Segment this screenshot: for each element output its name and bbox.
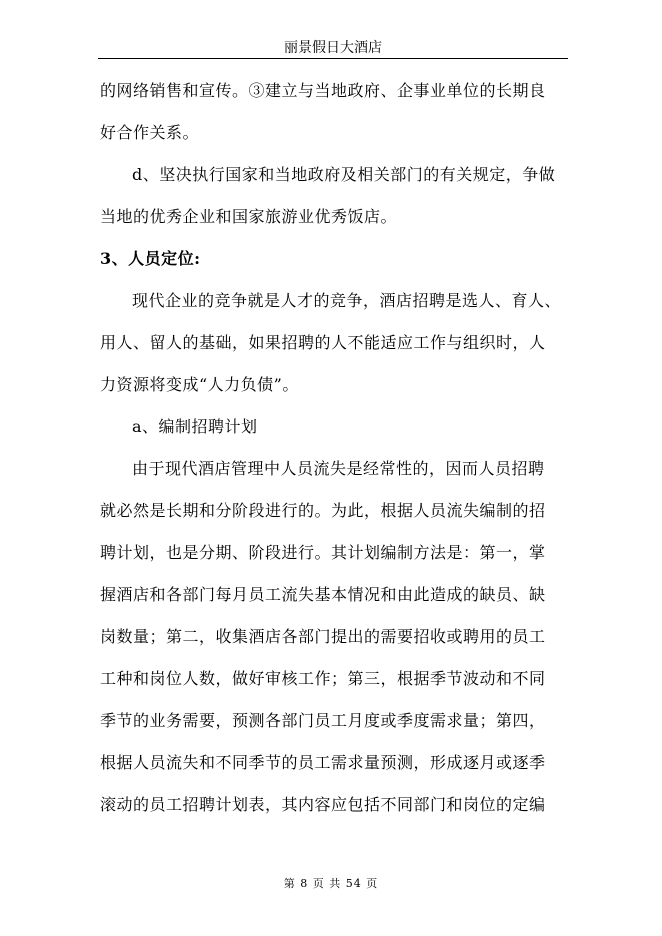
body-line: 由于现代酒店管理中人员流失是经常性的，因而人员招聘 [132, 459, 545, 478]
subsection-heading: a、编制招聘计划 [132, 417, 258, 436]
body-line: 岗数量；第二，收集酒店各部门提出的需要招收或聘用的员工 [100, 627, 546, 646]
body-line: 握酒店和各部门每月员工流失基本情况和由此造成的缺员、缺 [100, 585, 546, 604]
body-line: 聘计划，也是分期、阶段进行。其计划编制方法是：第一，掌 [100, 543, 546, 562]
page-footer-number: 第 8 页 共 54 页 [283, 877, 379, 890]
page-header-title: 丽景假日大酒店 [284, 40, 382, 56]
body-line: 工种和岗位人数，做好审核工作；第三，根据季节波动和不同 [100, 669, 546, 688]
body-line: 当地的优秀企业和国家旅游业优秀饭店。 [100, 207, 398, 226]
body-line: 的网络销售和宣传。③建立与当地政府、企事业单位的长期良 [100, 81, 546, 100]
document-body [100, 70, 566, 826]
body-line: d、坚决执行国家和当地政府及相关部门的有关规定，争做 [132, 165, 556, 184]
body-line: 力资源将变成“人力负债”。 [100, 375, 299, 394]
header-divider [98, 58, 568, 59]
body-line: 季节的业务需要，预测各部门员工月度或季度需求量；第四， [100, 711, 546, 730]
body-line: 滚动的员工招聘计划表，其内容应包括不同部门和岗位的定编 [100, 795, 546, 814]
body-line: 好合作关系。 [100, 123, 200, 142]
section-heading: 3、人员定位: [100, 249, 201, 268]
body-line: 用人、留人的基础，如果招聘的人不能适应工作与组织时，人 [100, 333, 546, 352]
body-line: 根据人员流失和不同季节的员工需求量预测，形成逐月或逐季 [100, 753, 546, 772]
body-line: 现代企业的竞争就是人才的竞争，酒店招聘是选人、育人、 [132, 291, 562, 310]
body-line: 就必然是长期和分阶段进行的。为此，根据人员流失编制的招 [100, 501, 546, 520]
